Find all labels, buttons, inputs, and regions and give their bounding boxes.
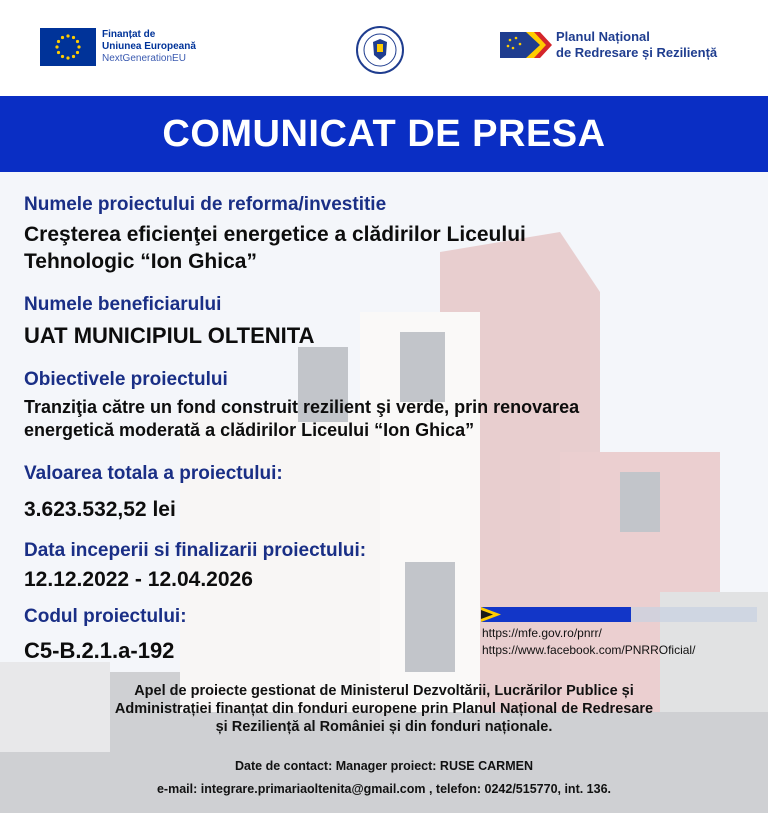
links-stripe — [631, 607, 757, 622]
project-name-line-1: Creşterea eficienţei energetice a clădirilor Liceului — [24, 223, 526, 246]
pnrr-logo — [500, 28, 717, 62]
title-banner — [0, 96, 768, 172]
pnrr-line-2: de Redresare și Reziliență — [556, 45, 718, 60]
objectives-label: Obiectivele proiectului — [24, 369, 228, 390]
eu-line-3: NextGenerationEU — [102, 53, 186, 64]
project-name-value — [24, 221, 724, 275]
project-code-label: Codul proiectului: — [24, 606, 187, 627]
funding-line-2: Administrației finanțat din fonduri europene prin Planul Național de Redresare — [114, 701, 654, 717]
pnrr-logo-icon — [500, 28, 552, 62]
logo-header — [0, 0, 768, 96]
objectives-line-1: Tranziţia către un fond construit rezilient şi verde, prin renovarea — [24, 397, 580, 417]
facebook-link[interactable]: https://www.facebook.com/PNRROficial/ — [482, 643, 696, 657]
contact-details: e-mail: integrare.primariaoltenita@gmail.com , telefon: 0242/515770, int. 136. — [156, 782, 612, 796]
funding-line-1: Apel de proiecte gestionat de Ministerul Dezvoltării, Lucrărilor Publice și — [134, 683, 634, 699]
page-title: COMUNICAT DE PRESA — [162, 112, 606, 155]
project-code-value: C5-B.2.1.a-192 — [24, 638, 175, 663]
eu-flag-icon — [40, 28, 96, 66]
pnrr-text — [556, 29, 717, 61]
eu-line-1: Finanțat de — [102, 29, 156, 40]
pnrr-stripe-icon — [481, 607, 631, 622]
eu-funding-logo — [40, 28, 196, 66]
total-value-label: Valoarea totala a proiectului: — [24, 463, 283, 484]
project-name-line-2: Tehnologic “Ion Ghica” — [24, 250, 257, 273]
total-value: 3.623.532,52 lei — [24, 498, 176, 521]
beneficiary-value: UAT MUNICIPIUL OLTENITA — [24, 323, 315, 348]
dates-value: 12.12.2022 - 12.04.2026 — [24, 568, 253, 591]
funding-line-3: și Reziliență al României și din fonduri naționale. — [215, 719, 553, 735]
project-name-label: Numele proiectului de reforma/investitie — [24, 194, 387, 215]
funding-statement — [0, 682, 768, 736]
eu-line-2: Uniunea Europeană — [102, 41, 196, 52]
mfe-link[interactable]: https://mfe.gov.ro/pnrr/ — [482, 626, 602, 640]
contact-manager: Date de contact: Manager proiect: RUSE CARMEN — [235, 759, 533, 773]
eu-funding-text — [102, 29, 196, 65]
beneficiary-label: Numele beneficiarului — [24, 294, 222, 315]
pnrr-line-1: Planul Național — [556, 29, 650, 44]
objectives-value — [24, 396, 764, 442]
government-seal-icon — [355, 25, 405, 75]
objectives-line-2: energetică moderată a clădirilor Liceului “Ion Ghica” — [24, 420, 475, 440]
dates-label: Data inceperii si finalizarii proiectului: — [24, 540, 367, 561]
